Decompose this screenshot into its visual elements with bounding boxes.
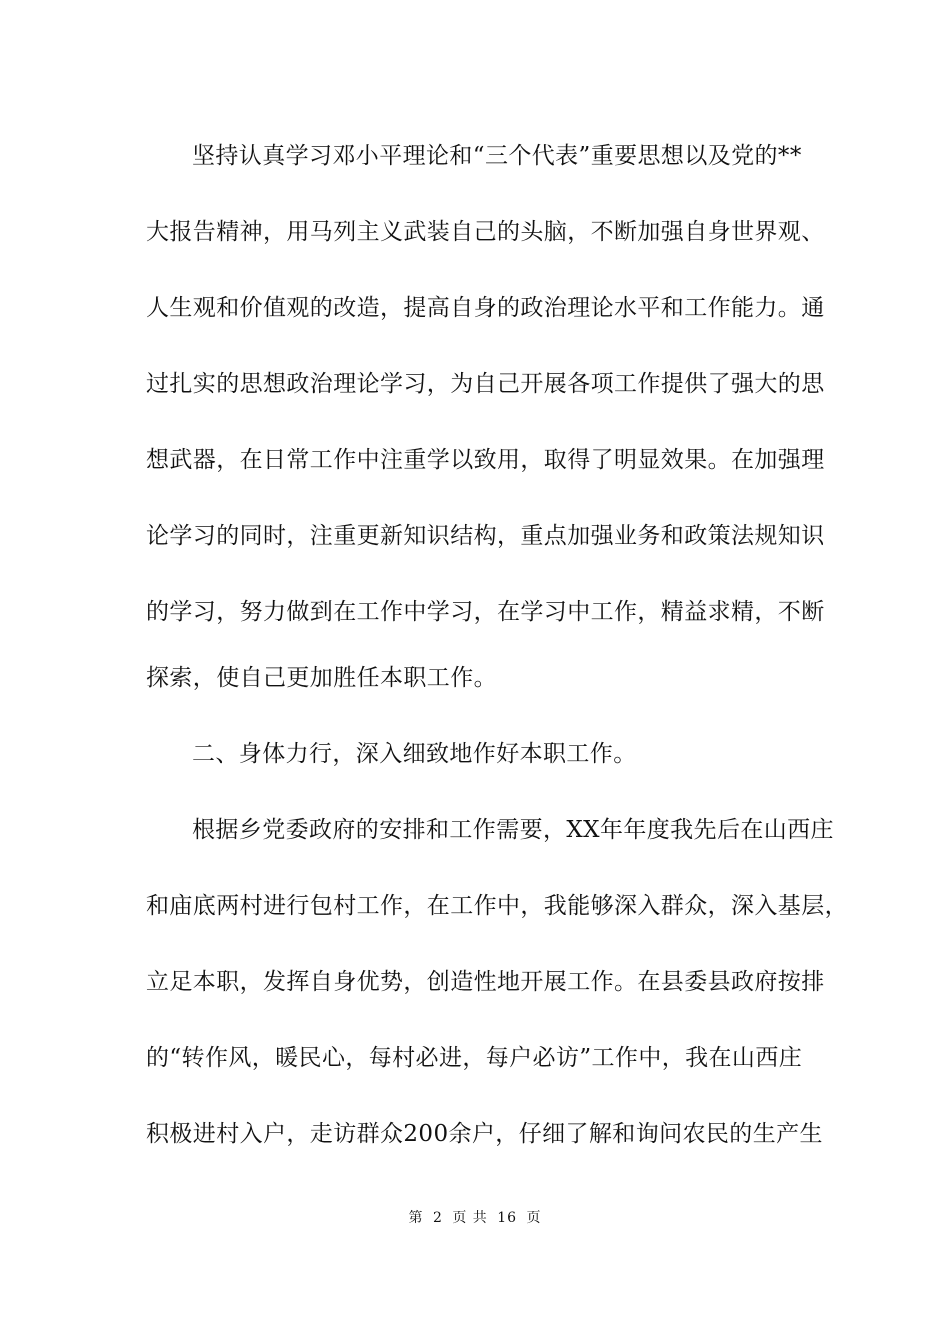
- paragraph-line: 探索，使自己更加胜任本职工作。: [146, 665, 497, 691]
- footer-suffix: 页: [526, 1210, 542, 1226]
- paragraph-line: 论学习的同时，注重更新知识结构，重点加强业务和政策法规知识: [146, 523, 825, 549]
- footer-total-pages: 16: [497, 1210, 518, 1226]
- section-heading: 二、身体力行，深入细致地作好本职工作。: [192, 741, 637, 767]
- paragraph-line: 坚持认真学习邓小平理论和“三个代表”重要思想以及党的**: [192, 143, 802, 169]
- paragraph-line: 人生观和价值观的改造，提高自身的政治理论水平和工作能力。通: [146, 295, 825, 321]
- paragraph-line: 过扎实的思想政治理论学习，为自己开展各项工作提供了强大的思: [146, 371, 825, 397]
- paragraph-line: 大报告精神，用马列主义武装自己的头脑，不断加强自身世界观、: [146, 219, 825, 245]
- paragraph-line: 的“转作风，暖民心，每村必进，每户必访”工作中，我在山西庄: [146, 1045, 803, 1071]
- footer-page-number: 2: [432, 1210, 443, 1226]
- paragraph-line: 根据乡党委政府的安排和工作需要，XX年年度我先后在山西庄: [192, 817, 834, 843]
- paragraph-line: 积极进村入户，走访群众200余户，仔细了解和询问农民的生产生: [146, 1121, 823, 1147]
- paragraph-line: 的学习，努力做到在工作中学习，在学习中工作，精益求精，不断: [146, 599, 825, 625]
- paragraph-line: 和庙底两村进行包村工作，在工作中，我能够深入群众，深入基层，: [146, 893, 848, 919]
- paragraph-line: 想武器，在日常工作中注重学以致用，取得了明显效果。在加强理: [146, 447, 825, 473]
- page-footer: [0, 1208, 950, 1228]
- footer-prefix: 第: [408, 1210, 424, 1226]
- footer-middle: 页 共: [452, 1210, 488, 1226]
- paragraph-line: 立足本职，发挥自身优势，创造性地开展工作。在县委县政府按排: [146, 969, 825, 995]
